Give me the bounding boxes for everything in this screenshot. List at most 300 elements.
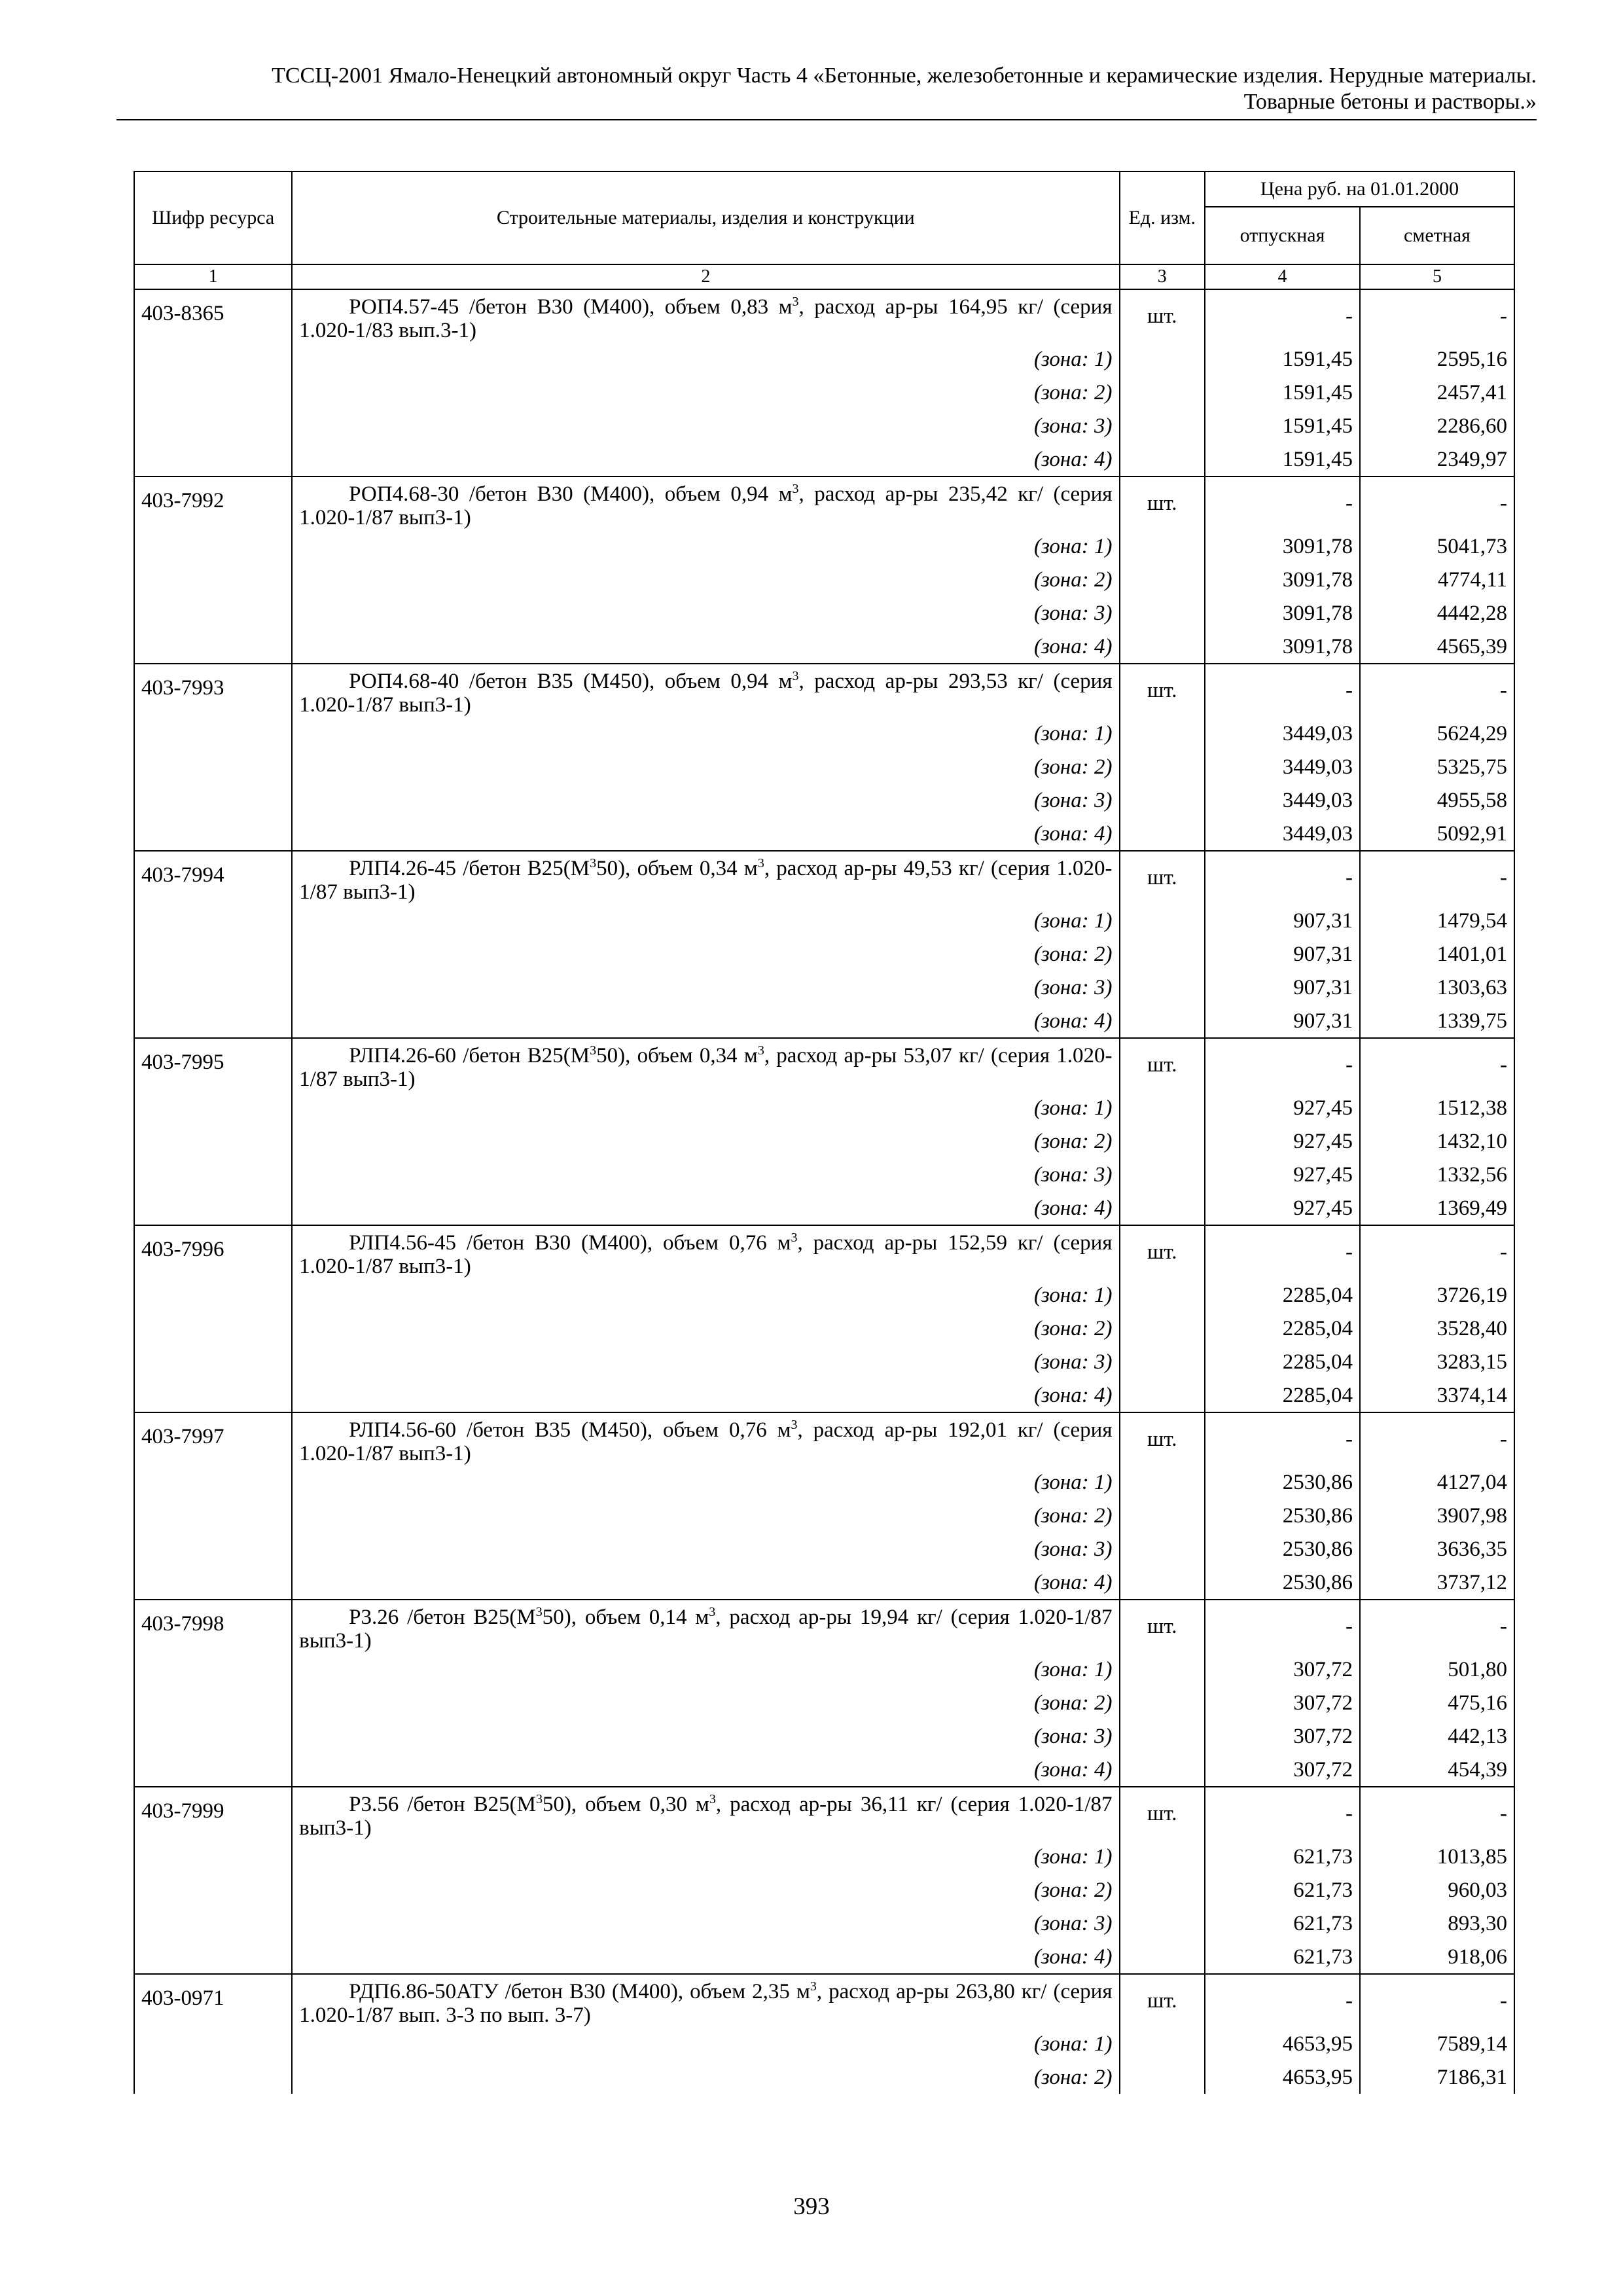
zone-label: (зона: 2) (292, 1312, 1119, 1345)
release-price: - (1205, 1412, 1360, 1465)
zone-estimate-price: 3907,98 (1360, 1499, 1514, 1532)
superscript-exponent: 3 (757, 1043, 764, 1058)
empty-cell (134, 630, 292, 664)
name-text: , расход ар-ры 49,53 кг/ (серия 1.020-1/87 вып3-1) (299, 857, 1113, 904)
zone-label: (зона: 3) (292, 971, 1119, 1004)
empty-cell (134, 1686, 292, 1719)
empty-cell (134, 376, 292, 409)
resource-name (292, 1974, 1119, 2027)
zone-release-price: 1591,45 (1205, 442, 1360, 476)
empty-cell (1120, 1378, 1205, 1412)
zone-row (134, 750, 1514, 783)
unit: шт. (1120, 1974, 1205, 2027)
zone-label: (зона: 4) (292, 1940, 1119, 1974)
resource-name (292, 664, 1119, 717)
zone-estimate-price: 4774,11 (1360, 563, 1514, 596)
empty-cell (1120, 1873, 1205, 1907)
empty-cell (134, 1840, 292, 1873)
zone-estimate-price: 475,16 (1360, 1686, 1514, 1719)
resource-name (292, 1787, 1119, 1840)
zone-row (134, 563, 1514, 596)
superscript-exponent: 3 (709, 1792, 716, 1806)
unit: шт. (1120, 851, 1205, 904)
name-text: , расход ар-ры 19,94 кг/ (серия 1.020-1/87 вып3-1) (299, 1605, 1113, 1653)
unit: шт. (1120, 1787, 1205, 1840)
zone-release-price: 621,73 (1205, 1940, 1360, 1974)
zone-row (134, 2027, 1514, 2060)
col-header-estimate: сметная (1360, 207, 1514, 264)
empty-cell (134, 1653, 292, 1686)
empty-cell (1120, 1499, 1205, 1532)
zone-label: (зона: 3) (292, 783, 1119, 817)
name-text: , расход ар-ры 235,42 кг/ (серия 1.020-1/87 вып3-1) (299, 482, 1113, 529)
empty-cell (134, 1312, 292, 1345)
name-text: , расход ар-ры 192,01 кг/ (серия 1.020-1/87 вып3-1) (299, 1418, 1113, 1465)
zone-estimate-price: 1512,38 (1360, 1091, 1514, 1124)
zone-release-price: 2285,04 (1205, 1345, 1360, 1378)
zone-row (134, 1686, 1514, 1719)
empty-cell (1120, 1278, 1205, 1312)
zone-label: (зона: 2) (292, 1873, 1119, 1907)
zone-label: (зона: 2) (292, 2060, 1119, 2094)
zone-estimate-price: 501,80 (1360, 1653, 1514, 1686)
zone-label: (зона: 1) (292, 1465, 1119, 1499)
zone-label: (зона: 1) (292, 342, 1119, 376)
zone-estimate-price: 1013,85 (1360, 1840, 1514, 1873)
zone-row (134, 1753, 1514, 1787)
superscript-exponent: 3 (792, 295, 799, 309)
col-number: 2 (292, 264, 1119, 289)
zone-release-price: 621,73 (1205, 1840, 1360, 1873)
col-header-name: Строительные материалы, изделия и конструкции (292, 171, 1119, 264)
zone-release-price: 2530,86 (1205, 1465, 1360, 1499)
estimate-price: - (1360, 476, 1514, 529)
empty-cell (134, 2027, 292, 2060)
zone-release-price: 927,45 (1205, 1124, 1360, 1158)
empty-cell (1120, 937, 1205, 971)
empty-cell (134, 529, 292, 563)
empty-cell (1120, 529, 1205, 563)
resource-code: 403-7999 (134, 1787, 292, 1840)
release-price: - (1205, 289, 1360, 342)
zone-row (134, 717, 1514, 750)
empty-cell (1120, 409, 1205, 442)
zone-estimate-price: 4442,28 (1360, 596, 1514, 630)
zone-label: (зона: 1) (292, 1840, 1119, 1873)
zone-release-price: 1591,45 (1205, 409, 1360, 442)
zone-row (134, 409, 1514, 442)
zone-release-price: 4653,95 (1205, 2027, 1360, 2060)
empty-cell (134, 1873, 292, 1907)
zone-label: (зона: 3) (292, 1345, 1119, 1378)
zone-release-price: 927,45 (1205, 1158, 1360, 1191)
estimate-price: - (1360, 1225, 1514, 1278)
name-text: 50), объем 0,34 м (596, 857, 758, 880)
release-price: - (1205, 851, 1360, 904)
release-price: - (1205, 1787, 1360, 1840)
zone-release-price: 3091,78 (1205, 563, 1360, 596)
zone-estimate-price: 918,06 (1360, 1940, 1514, 1974)
estimate-price: - (1360, 1787, 1514, 1840)
zone-estimate-price: 1401,01 (1360, 937, 1514, 971)
estimate-price: - (1360, 1038, 1514, 1091)
estimate-price: - (1360, 1600, 1514, 1653)
zone-estimate-price: 1332,56 (1360, 1158, 1514, 1191)
zone-estimate-price: 7186,31 (1360, 2060, 1514, 2094)
unit: шт. (1120, 1038, 1205, 1091)
resource-code: 403-7994 (134, 851, 292, 904)
zone-estimate-price: 2595,16 (1360, 342, 1514, 376)
zone-row (134, 1499, 1514, 1532)
zone-estimate-price: 3737,12 (1360, 1566, 1514, 1600)
zone-label: (зона: 1) (292, 904, 1119, 937)
estimate-price: - (1360, 664, 1514, 717)
zone-row (134, 630, 1514, 664)
zone-release-price: 3091,78 (1205, 529, 1360, 563)
superscript-exponent: 3 (709, 1605, 716, 1619)
col-header-release: отпускная (1205, 207, 1360, 264)
zone-label: (зона: 3) (292, 1532, 1119, 1566)
zone-estimate-price: 3726,19 (1360, 1278, 1514, 1312)
name-text: , расход ар-ры 293,53 кг/ (серия 1.020-1/87 вып3-1) (299, 670, 1113, 717)
name-text: Р3.56 /бетон В25(М (349, 1793, 536, 1816)
zone-label: (зона: 2) (292, 937, 1119, 971)
zone-release-price: 907,31 (1205, 904, 1360, 937)
table-row (134, 851, 1514, 904)
zone-release-price: 2530,86 (1205, 1532, 1360, 1566)
col-number: 3 (1120, 264, 1205, 289)
table-row (134, 1974, 1514, 2027)
empty-cell (1120, 563, 1205, 596)
zone-release-price: 927,45 (1205, 1191, 1360, 1225)
estimate-price: - (1360, 851, 1514, 904)
zone-label: (зона: 4) (292, 1004, 1119, 1038)
empty-cell (134, 1124, 292, 1158)
zone-label: (зона: 4) (292, 1378, 1119, 1412)
zone-release-price: 2285,04 (1205, 1378, 1360, 1412)
zone-release-price: 3449,03 (1205, 750, 1360, 783)
empty-cell (1120, 2027, 1205, 2060)
header-line-1: ТССЦ-2001 Ямало-Ненецкий автономный округ Часть 4 «Бетонные, железобетонные и керамические изделия. Нерудные материалы. (272, 63, 1537, 88)
zone-row (134, 971, 1514, 1004)
zone-label: (зона: 1) (292, 1091, 1119, 1124)
name-text: РЛП4.26-45 /бетон В25(М (349, 857, 590, 880)
zone-label: (зона: 2) (292, 1686, 1119, 1719)
resource-code: 403-0971 (134, 1974, 292, 2027)
empty-cell (134, 1091, 292, 1124)
empty-cell (1120, 442, 1205, 476)
zone-estimate-price: 5092,91 (1360, 817, 1514, 851)
empty-cell (1120, 596, 1205, 630)
empty-cell (134, 1940, 292, 1974)
release-price: - (1205, 476, 1360, 529)
empty-cell (134, 1566, 292, 1600)
resource-code: 403-7998 (134, 1600, 292, 1653)
zone-release-price: 307,72 (1205, 1653, 1360, 1686)
zone-row (134, 1566, 1514, 1600)
resource-name (292, 851, 1119, 904)
zone-estimate-price: 4565,39 (1360, 630, 1514, 664)
zone-release-price: 907,31 (1205, 971, 1360, 1004)
name-text: РЛП4.56-45 /бетон В30 (М400), объем 0,76 м (349, 1231, 791, 1255)
zone-estimate-price: 4955,58 (1360, 783, 1514, 817)
zone-row (134, 529, 1514, 563)
zone-release-price: 3091,78 (1205, 596, 1360, 630)
name-text: , расход ар-ры 53,07 кг/ (серия 1.020-1/87 вып3-1) (299, 1044, 1113, 1091)
table-row (134, 1787, 1514, 1840)
estimate-price: - (1360, 1974, 1514, 2027)
resource-name (292, 1225, 1119, 1278)
zone-row (134, 1124, 1514, 1158)
empty-cell (134, 2060, 292, 2094)
empty-cell (134, 563, 292, 596)
zone-estimate-price: 3283,15 (1360, 1345, 1514, 1378)
empty-cell (134, 1378, 292, 1412)
resource-code: 403-7997 (134, 1412, 292, 1465)
empty-cell (134, 937, 292, 971)
empty-cell (134, 971, 292, 1004)
resource-name (292, 289, 1119, 342)
estimate-price: - (1360, 289, 1514, 342)
name-text: 50), объем 0,30 м (542, 1793, 709, 1816)
unit: шт. (1120, 1600, 1205, 1653)
zone-label: (зона: 3) (292, 1907, 1119, 1940)
zone-label: (зона: 3) (292, 596, 1119, 630)
zone-row (134, 1004, 1514, 1038)
zone-estimate-price: 4127,04 (1360, 1465, 1514, 1499)
empty-cell (134, 442, 292, 476)
empty-cell (134, 904, 292, 937)
zone-row (134, 1840, 1514, 1873)
empty-cell (1120, 1004, 1205, 1038)
empty-cell (1120, 717, 1205, 750)
zone-row (134, 1940, 1514, 1974)
zone-label: (зона: 4) (292, 630, 1119, 664)
page-number: 393 (793, 2193, 830, 2220)
empty-cell (134, 1753, 292, 1787)
name-text: 50), объем 0,34 м (596, 1044, 758, 1067)
superscript-exponent: 3 (791, 1418, 798, 1432)
zone-row (134, 937, 1514, 971)
empty-cell (134, 1191, 292, 1225)
zone-label: (зона: 1) (292, 1278, 1119, 1312)
empty-cell (1120, 904, 1205, 937)
release-price: - (1205, 1600, 1360, 1653)
zone-estimate-price: 893,30 (1360, 1907, 1514, 1940)
empty-cell (1120, 2060, 1205, 2094)
zone-estimate-price: 3374,14 (1360, 1378, 1514, 1412)
name-text: , расход ар-ры 36,11 кг/ (серия 1.020-1/87 вып3-1) (299, 1793, 1113, 1840)
empty-cell (134, 1345, 292, 1378)
zone-estimate-price: 1339,75 (1360, 1004, 1514, 1038)
zone-release-price: 307,72 (1205, 1719, 1360, 1753)
zone-estimate-price: 5624,29 (1360, 717, 1514, 750)
empty-cell (1120, 1091, 1205, 1124)
unit: шт. (1120, 476, 1205, 529)
superscript-exponent: 3 (791, 1230, 798, 1245)
name-text: РОП4.68-40 /бетон В35 (М450), объем 0,94 м (349, 670, 793, 693)
zone-row (134, 1719, 1514, 1753)
zone-row (134, 1532, 1514, 1566)
zone-release-price: 2285,04 (1205, 1312, 1360, 1345)
release-price: - (1205, 664, 1360, 717)
table-row (134, 1412, 1514, 1465)
empty-cell (1120, 1312, 1205, 1345)
empty-cell (134, 596, 292, 630)
empty-cell (134, 1004, 292, 1038)
empty-cell (1120, 1686, 1205, 1719)
empty-cell (1120, 1907, 1205, 1940)
empty-cell (134, 783, 292, 817)
name-text: Р3.26 /бетон В25(М (349, 1605, 536, 1629)
zone-label: (зона: 4) (292, 1566, 1119, 1600)
empty-cell (1120, 1653, 1205, 1686)
zone-row (134, 342, 1514, 376)
zone-label: (зона: 4) (292, 817, 1119, 851)
name-text: РДП6.86-50АТУ /бетон В30 (М400), объем 2,35 м (349, 1980, 810, 2003)
table-row (134, 289, 1514, 342)
zone-row (134, 1158, 1514, 1191)
zone-release-price: 3449,03 (1205, 717, 1360, 750)
zone-release-price: 3449,03 (1205, 817, 1360, 851)
zone-release-price: 3449,03 (1205, 783, 1360, 817)
zone-estimate-price: 2349,97 (1360, 442, 1514, 476)
zone-release-price: 1591,45 (1205, 376, 1360, 409)
name-text: РОП4.68-30 /бетон В30 (М400), объем 0,94 м (349, 482, 793, 506)
col-header-unit: Ед. изм. (1120, 171, 1205, 264)
zone-release-price: 907,31 (1205, 1004, 1360, 1038)
empty-cell (1120, 1465, 1205, 1499)
empty-cell (1120, 1753, 1205, 1787)
zone-row (134, 817, 1514, 851)
table-row (134, 476, 1514, 529)
col-header-code: Шифр ресурса (134, 171, 292, 264)
empty-cell (1120, 750, 1205, 783)
col-number: 5 (1360, 264, 1514, 289)
zone-estimate-price: 960,03 (1360, 1873, 1514, 1907)
zone-release-price: 2285,04 (1205, 1278, 1360, 1312)
header-line-2: Товарные бетоны и растворы.» (1243, 90, 1537, 114)
zone-estimate-price: 2457,41 (1360, 376, 1514, 409)
zone-label: (зона: 3) (292, 1719, 1119, 1753)
superscript-exponent: 3 (757, 856, 764, 870)
zone-label: (зона: 4) (292, 442, 1119, 476)
resource-code: 403-7995 (134, 1038, 292, 1091)
empty-cell (134, 1278, 292, 1312)
zone-estimate-price: 1369,49 (1360, 1191, 1514, 1225)
zone-estimate-price: 1303,63 (1360, 971, 1514, 1004)
price-table (134, 171, 1515, 2094)
zone-row (134, 783, 1514, 817)
zone-estimate-price: 1432,10 (1360, 1124, 1514, 1158)
empty-cell (134, 817, 292, 851)
zone-release-price: 3091,78 (1205, 630, 1360, 664)
resource-name (292, 476, 1119, 529)
zone-label: (зона: 2) (292, 1124, 1119, 1158)
empty-cell (1120, 1191, 1205, 1225)
running-header (116, 63, 1537, 115)
zone-release-price: 307,72 (1205, 1753, 1360, 1787)
release-price: - (1205, 1974, 1360, 2027)
empty-cell (1120, 1532, 1205, 1566)
zone-estimate-price: 7589,14 (1360, 2027, 1514, 2060)
zone-estimate-price: 454,39 (1360, 1753, 1514, 1787)
zone-row (134, 904, 1514, 937)
zone-release-price: 927,45 (1205, 1091, 1360, 1124)
table-body (134, 289, 1514, 2094)
name-text: 50), объем 0,14 м (542, 1605, 709, 1629)
empty-cell (1120, 630, 1205, 664)
name-text: РЛП4.56-60 /бетон В35 (М450), объем 0,76 м (349, 1418, 791, 1442)
unit: шт. (1120, 1225, 1205, 1278)
resource-code: 403-7993 (134, 664, 292, 717)
zone-row (134, 1278, 1514, 1312)
zone-label: (зона: 3) (292, 409, 1119, 442)
zone-label: (зона: 2) (292, 750, 1119, 783)
resource-code: 403-8365 (134, 289, 292, 342)
zone-release-price: 621,73 (1205, 1873, 1360, 1907)
zone-estimate-price: 442,13 (1360, 1719, 1514, 1753)
name-text: , расход ар-ры 152,59 кг/ (серия 1.020-1/87 вып3-1) (299, 1231, 1113, 1278)
name-text: , расход ар-ры 164,95 кг/ (серия 1.020-1/83 вып.3-1) (299, 295, 1113, 342)
empty-cell (1120, 1719, 1205, 1753)
empty-cell (1120, 1124, 1205, 1158)
zone-release-price: 4653,95 (1205, 2060, 1360, 2094)
zone-estimate-price: 5041,73 (1360, 529, 1514, 563)
zone-label: (зона: 2) (292, 1499, 1119, 1532)
empty-cell (1120, 1840, 1205, 1873)
unit: шт. (1120, 664, 1205, 717)
zone-release-price: 307,72 (1205, 1686, 1360, 1719)
zone-row (134, 442, 1514, 476)
empty-cell (134, 717, 292, 750)
release-price: - (1205, 1225, 1360, 1278)
zone-release-price: 1591,45 (1205, 342, 1360, 376)
zone-label: (зона: 1) (292, 529, 1119, 563)
zone-estimate-price: 1479,54 (1360, 904, 1514, 937)
superscript-exponent: 3 (792, 482, 799, 496)
empty-cell (134, 1465, 292, 1499)
release-price: - (1205, 1038, 1360, 1091)
col-number: 1 (134, 264, 292, 289)
empty-cell (1120, 1566, 1205, 1600)
empty-cell (1120, 971, 1205, 1004)
zone-release-price: 621,73 (1205, 1907, 1360, 1940)
zone-row (134, 1653, 1514, 1686)
zone-label: (зона: 1) (292, 1653, 1119, 1686)
empty-cell (134, 342, 292, 376)
zone-label: (зона: 1) (292, 2027, 1119, 2060)
zone-estimate-price: 3528,40 (1360, 1312, 1514, 1345)
resource-name (292, 1038, 1119, 1091)
empty-cell (134, 750, 292, 783)
zone-release-price: 2530,86 (1205, 1499, 1360, 1532)
table-row (134, 1038, 1514, 1091)
zone-label: (зона: 4) (292, 1753, 1119, 1787)
zone-label: (зона: 4) (292, 1191, 1119, 1225)
empty-cell (1120, 1345, 1205, 1378)
empty-cell (134, 1499, 292, 1532)
zone-row (134, 596, 1514, 630)
zone-label: (зона: 2) (292, 376, 1119, 409)
resource-code: 403-7996 (134, 1225, 292, 1278)
superscript-exponent: 3 (535, 1792, 543, 1806)
resource-name (292, 1412, 1119, 1465)
header-rule (116, 119, 1537, 120)
name-text: РОП4.57-45 /бетон В30 (М400), объем 0,83 м (349, 295, 793, 319)
col-number: 4 (1205, 264, 1360, 289)
zone-row (134, 1378, 1514, 1412)
